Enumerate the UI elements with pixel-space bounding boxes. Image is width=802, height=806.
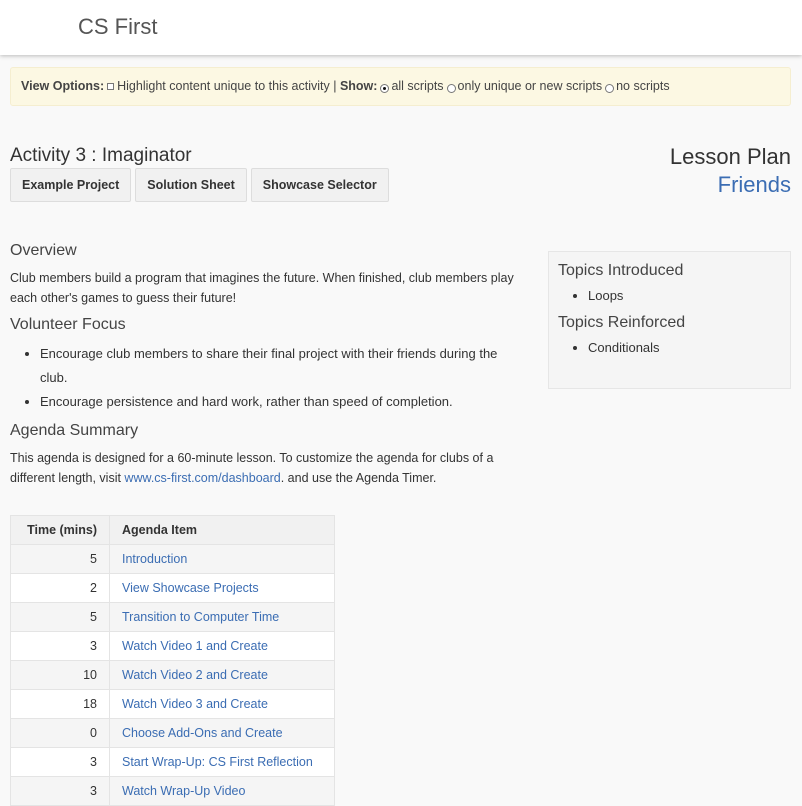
agenda-item-link[interactable]: Transition to Computer Time [122, 610, 280, 624]
agenda-item-cell [110, 661, 335, 690]
agenda-item-cell [110, 690, 335, 719]
table-row [11, 574, 335, 603]
agenda-heading: Agenda Summary [10, 422, 139, 439]
activity-title: Activity 3 : Imaginator [10, 145, 192, 166]
view-options-bar [10, 67, 791, 106]
radio-label: only unique or new scripts [457, 79, 603, 93]
theme-link[interactable]: Friends [717, 172, 791, 197]
radio-all-scripts[interactable] [380, 84, 389, 93]
radio-no-scripts[interactable] [605, 84, 614, 93]
table-row [11, 632, 335, 661]
table-row [11, 603, 335, 632]
top-header [0, 0, 802, 55]
time-cell: 3 [11, 777, 110, 806]
list-item: • Conditionals [588, 336, 781, 360]
example-project-button[interactable]: Example Project [10, 168, 131, 202]
agenda-item-cell [110, 777, 335, 806]
highlight-label: Highlight content unique to this activity | [117, 79, 337, 93]
view-options-label: View Options: [21, 79, 105, 93]
table-row [11, 777, 335, 806]
overview-heading: Overview [10, 242, 77, 259]
column-header: Agenda Item [110, 516, 335, 545]
radio-label: all scripts [391, 79, 444, 93]
time-cell: 10 [11, 661, 110, 690]
table-row [11, 719, 335, 748]
time-cell: 0 [11, 719, 110, 748]
time-cell: 5 [11, 545, 110, 574]
list-item: • Encourage persistence and hard work, rather than speed of completion. [40, 390, 525, 414]
agenda-table [10, 515, 335, 806]
topics-panel [548, 251, 791, 389]
agenda-item-link[interactable]: Watch Video 2 and Create [122, 668, 268, 682]
showcase-selector-button[interactable]: Showcase Selector [251, 168, 389, 202]
time-cell: 3 [11, 632, 110, 661]
show-label: Show: [339, 79, 378, 93]
agenda-item-cell [110, 545, 335, 574]
agenda-item-link[interactable]: Watch Video 1 and Create [122, 639, 268, 653]
agenda-item-link[interactable]: Choose Add-Ons and Create [122, 726, 283, 740]
list-item: • Encourage club members to share their final project with their friends during the club. [40, 342, 525, 390]
agenda-item-link[interactable]: Start Wrap-Up: CS First Reflection [122, 755, 313, 769]
agenda-item-cell [110, 574, 335, 603]
topics-introduced-heading: Topics Introduced [558, 262, 684, 279]
radio-unique-scripts[interactable] [447, 84, 456, 93]
agenda-item-cell [110, 632, 335, 661]
agenda-item-link[interactable]: Watch Video 3 and Create [122, 697, 268, 711]
volunteer-heading: Volunteer Focus [10, 316, 126, 333]
agenda-text-start: This agenda is designed for a 60-minute lesson. To customize the agenda for clubs of a different length, visit [10, 451, 494, 485]
table-row [11, 545, 335, 574]
overview-text: Club members build a program that imagines the future. When finished, club members play each other's games to guess their future! [10, 271, 514, 305]
agenda-item-cell [110, 719, 335, 748]
agenda-text-end: . and use the Agenda Timer. [280, 471, 437, 485]
agenda-text [10, 448, 525, 488]
solution-sheet-button[interactable]: Solution Sheet [135, 168, 247, 202]
agenda-item-cell [110, 748, 335, 777]
agenda-item-link[interactable]: Introduction [122, 552, 188, 566]
brand-logo[interactable]: CS First [78, 14, 158, 39]
time-cell: 2 [11, 574, 110, 603]
table-row [11, 690, 335, 719]
radio-label: no scripts [616, 79, 670, 93]
topics-reinforced-heading: Topics Reinforced [558, 314, 686, 331]
time-cell: 5 [11, 603, 110, 632]
agenda-item-cell [110, 603, 335, 632]
agenda-item-link[interactable]: View Showcase Projects [122, 581, 259, 595]
lesson-plan-heading: Lesson Plan [669, 144, 791, 169]
column-header: Time (mins) [11, 516, 110, 545]
time-cell: 18 [11, 690, 110, 719]
highlight-checkbox[interactable] [107, 83, 114, 90]
agenda-item-link[interactable]: Watch Wrap-Up Video [122, 784, 246, 798]
table-row [11, 748, 335, 777]
table-row [11, 661, 335, 690]
list-item: • Loops [588, 284, 781, 308]
dashboard-link[interactable]: www.cs-first.com/dashboard [124, 471, 281, 485]
time-cell: 3 [11, 748, 110, 777]
